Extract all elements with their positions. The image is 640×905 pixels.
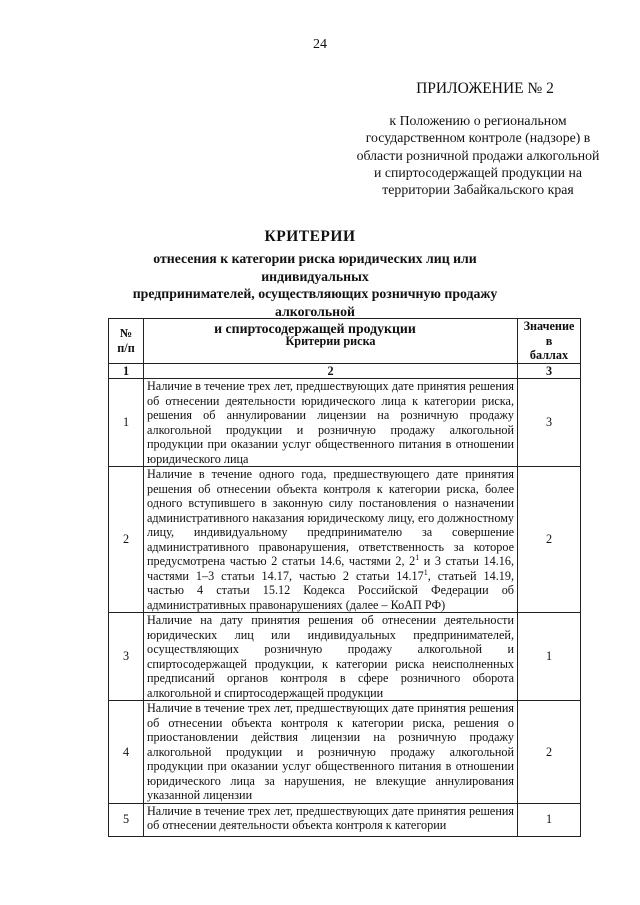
row-value: 2 — [518, 701, 581, 804]
appendix-title: ПРИЛОЖЕНИЕ № 2 — [416, 80, 554, 97]
appendix-line: государственном контроле (надзоре) в — [365, 130, 591, 146]
row-criteria-part: , статьей 14.19, частью 4 статьи 15.12 Кодекса Российской Федерации об административных правонарушениях (далее – КоАП РФ) — [147, 568, 514, 612]
page-number: 24 — [313, 37, 327, 52]
superscript: 1 — [415, 552, 420, 562]
subheading-line: и спиртосодержащей продукции — [214, 321, 416, 336]
row-criteria: Наличие в течение трех лет, предшествующих дате принятия решения об отнесении деятельности юридического лица к категории риска, решения об аннулировании лицензии на розничную продажу алкогольной продукции и розничную продажу алкогольной продукции при оказании услуг общественного питания в отношении юридического лица — [144, 379, 518, 467]
header-value-line: баллах — [529, 348, 569, 362]
row-criteria-part: и 3 статьи 14.16, частями 1–3 статьи 14.17, частью 2 статьи 14.17 — [147, 554, 514, 583]
row-value: 3 — [518, 379, 581, 467]
appendix-line: территории Забайкальского края — [382, 182, 574, 198]
header-number — [109, 319, 144, 364]
table-row — [109, 701, 581, 804]
row-criteria: Наличие в течение трех лет, предшествующих дате принятия решения об отнесении объекта контроля к категории риска, решения о приостановлении действия лицензии на розничную продажу алкогольной продукции и розничную продажу алкогольной продукции при оказании услуг общественного питания в отношении юридического лица за нарушения, не влекущие аннулирования указанной лицензии — [144, 701, 518, 804]
table-row — [109, 613, 581, 701]
header-criteria: Критерии риска — [144, 319, 518, 364]
row-criteria — [144, 467, 518, 613]
row-value: 1 — [518, 613, 581, 701]
row-number: 4 — [109, 701, 144, 804]
table-row — [109, 467, 581, 613]
subheading-line: предпринимателей, осуществляющих розничную продажу алкогольной — [132, 286, 498, 319]
appendix-line: и спиртосодержащей продукции на — [374, 164, 582, 180]
row-criteria-part: Наличие в течение одного года, предшествующего дате принятия решения об отнесении объекта контроля к категории риска, более одного вступившего в законную силу постановления о назначении административного наказания юридическому лицу, его должностному лицу, индивидуальному предпринимателю за совершение административного правонарушения, ответственность за которое предусмотрена частью 2 статьи 14.6, частями 2, 2 — [147, 467, 514, 568]
row-criteria: Наличие в течение трех лет, предшествующих дате принятия решения об отнесении деятельности объекта контроля к категории — [144, 803, 518, 836]
superscript: 1 — [423, 567, 428, 577]
row-number: 5 — [109, 803, 144, 836]
header-number-line: п/п — [117, 340, 135, 355]
column-number: 3 — [518, 363, 581, 379]
row-number: 2 — [109, 467, 144, 613]
row-number: 3 — [109, 613, 144, 701]
table-row — [109, 379, 581, 467]
row-criteria: Наличие на дату принятия решения об отнесении деятельности юридических лиц или индивидуальных предпринимателей, осуществляющих розничную продажу алкогольной и спиртосодержащей продукции, к категории риска неисполненных предписаний органов контроля в сфере розничного оборота алкогольной и спиртосодержащей продукции — [144, 613, 518, 701]
row-value: 2 — [518, 467, 581, 613]
table-header-row — [109, 319, 581, 364]
subheading-line: отнесения к категории риска юридических лиц или индивидуальных — [153, 251, 477, 284]
appendix-reference — [330, 112, 626, 198]
table-row — [109, 803, 581, 836]
document-heading: КРИТЕРИИ — [264, 228, 356, 245]
appendix-line: к Положению о региональном — [389, 113, 567, 128]
column-number: 2 — [144, 363, 518, 379]
risk-criteria-table — [108, 318, 581, 837]
header-value-line: Значение в — [523, 319, 575, 348]
column-number-row — [109, 363, 581, 379]
header-value — [518, 319, 581, 364]
header-number-line: № — [119, 326, 133, 341]
appendix-line: области розничной продажи алкогольной — [356, 147, 600, 163]
row-value: 1 — [518, 803, 581, 836]
column-number: 1 — [109, 363, 144, 379]
row-number: 1 — [109, 379, 144, 467]
